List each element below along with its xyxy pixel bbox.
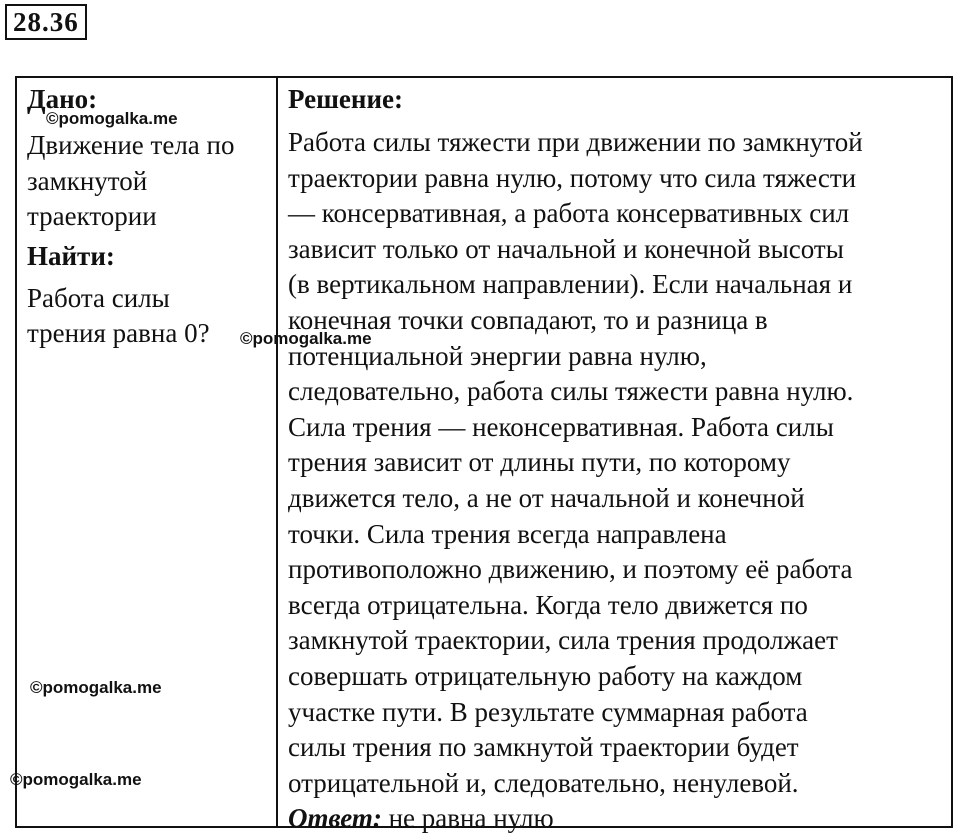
solution-line: трения зависит от длины пути, по которому (288, 447, 791, 478)
solution-line: всегда отрицательна. Когда тело движется по (288, 589, 808, 620)
solution-line: потенциальной энергии равна нулю, (288, 340, 707, 371)
given-line: замкнутой (27, 165, 148, 196)
given-heading: Дано: (27, 84, 98, 114)
answer-label: Ответ: (288, 803, 382, 834)
problem-number: 28.36 (5, 4, 87, 40)
solution-column (288, 82, 948, 837)
find-line: трения равна 0? (27, 318, 210, 349)
solution-line: силы трения по замкнутой траектории будет (288, 732, 799, 763)
watermark: ©pomogalka.me (10, 770, 142, 789)
solution-line: совершать отрицательную работу на каждом (288, 660, 803, 691)
watermark: ©pomogalka.me (240, 329, 372, 348)
solution-line: следовательно, работа силы тяжести равна нулю. (288, 376, 854, 407)
solution-line: отрицательной и, следовательно, ненулевой. (288, 767, 799, 798)
solution-line: Сила трения — неконсервативная. Работа силы (288, 411, 834, 442)
solution-line: Работа силы тяжести при движении по замкнутой (288, 127, 863, 157)
find-line: Работа силы (27, 282, 170, 313)
column-divider (276, 78, 278, 826)
solution-line: (в вертикальном направлении). Если начальная и (288, 269, 853, 300)
solution-text (288, 125, 948, 837)
find-heading: Найти: (27, 240, 115, 271)
solution-line: зависит только от начальной и конечной высоты (288, 233, 844, 264)
solution-line: — консервативная, а работа консервативных сил (288, 198, 850, 229)
given-line: траектории (27, 201, 157, 232)
solution-line: конечная точки совпадают, то и разница в (288, 304, 768, 335)
answer-text: не равна нулю (381, 803, 554, 834)
solution-line: участке пути. В результате суммарная работа (288, 696, 808, 727)
solution-line: противоположно движению, и поэтому её работа (288, 554, 853, 585)
solution-line: траектории равна нулю, потому что сила тяжести (288, 162, 857, 193)
solution-line: замкнутой траектории, сила трения продолжает (288, 625, 838, 656)
given-line: Движение тела по (27, 130, 235, 160)
find-text (27, 281, 272, 352)
solution-line: точки. Сила трения всегда направлена (288, 518, 727, 549)
solution-table (15, 76, 953, 834)
solution-line: движется тело, а не от начальной и конечной (288, 482, 805, 513)
watermark: ©pomogalka.me (30, 678, 162, 697)
given-text (27, 128, 272, 235)
watermark: ©pomogalka.me (46, 109, 178, 128)
solution-heading: Решение: (288, 84, 403, 114)
